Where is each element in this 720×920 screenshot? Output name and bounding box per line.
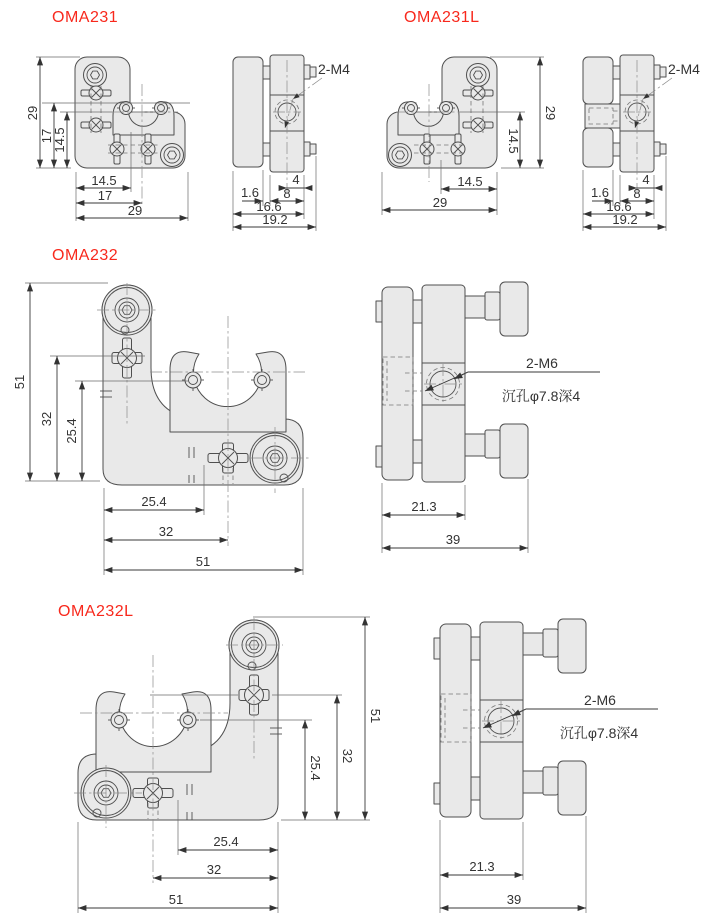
dim-label: 29 [127, 203, 143, 218]
dim-label: 16.6 [256, 199, 282, 214]
oma232l-title: OMA232L [58, 603, 134, 620]
dim-label: 14.5 [457, 174, 483, 189]
oma232-section [12, 247, 600, 575]
dim-label: 32 [158, 524, 174, 539]
oma231l-side-view [583, 55, 666, 192]
dim-label: 25.4 [64, 418, 79, 444]
dim-label: 8 [633, 186, 641, 201]
thread-callout: 2-M6 [584, 692, 616, 708]
dim-label: 19.2 [612, 212, 638, 227]
dim-label: 29 [432, 195, 448, 210]
dim-label: 19.2 [262, 212, 288, 227]
dim-label: 4 [292, 172, 300, 187]
oma231l-section [382, 9, 700, 231]
oma232l-side-dimensions [440, 692, 658, 913]
oma231-title: OMA231 [52, 9, 119, 26]
oma232l-side-view [434, 619, 586, 819]
thread-callout: 2-M4 [318, 61, 350, 77]
dim-label: 51 [12, 374, 27, 390]
dim-label: 25.4 [213, 834, 239, 849]
oma232l-front-view [74, 618, 283, 883]
dim-label: 32 [340, 748, 355, 764]
counterbore-note: 沉孔φ7.8深4 [501, 388, 581, 404]
dim-label: 21.3 [469, 859, 495, 874]
oma232l-section [58, 603, 658, 913]
dim-label: 39 [506, 892, 522, 907]
dim-label: 51 [168, 892, 184, 907]
thread-callout: 2-M4 [668, 61, 700, 77]
dim-label: 32 [206, 862, 222, 877]
dim-label: 4 [642, 172, 650, 187]
oma231-section [25, 9, 350, 231]
dim-label: 17 [39, 128, 54, 144]
oma231l-front-view [387, 57, 497, 182]
dim-label: 32 [39, 411, 54, 427]
dim-label: 29 [25, 105, 40, 121]
dim-label: 8 [283, 186, 291, 201]
thread-callout: 2-M6 [526, 355, 558, 371]
dim-label: 1.6 [240, 185, 260, 200]
dim-label: 39 [445, 532, 461, 547]
dim-label: 14.5 [506, 128, 521, 154]
dim-label: 21.3 [411, 499, 437, 514]
dim-label: 29 [543, 105, 558, 121]
oma232-side-view [376, 282, 528, 482]
dim-label: 25.4 [141, 494, 167, 509]
dim-label: 51 [195, 554, 211, 569]
dim-label: 17 [97, 188, 113, 203]
dim-label: 1.6 [590, 185, 610, 200]
oma231-side-view [233, 55, 316, 192]
oma232-front-view [97, 283, 310, 546]
dim-label: 51 [368, 708, 383, 724]
dim-label: 14.5 [52, 127, 67, 153]
counterbore-note: 沉孔φ7.8深4 [559, 725, 639, 741]
dim-label: 25.4 [308, 755, 323, 781]
dim-label: 14.5 [91, 173, 117, 188]
dim-label: 16.6 [606, 199, 632, 214]
oma231l-title: OMA231L [404, 9, 480, 26]
oma232-title: OMA232 [52, 247, 119, 264]
